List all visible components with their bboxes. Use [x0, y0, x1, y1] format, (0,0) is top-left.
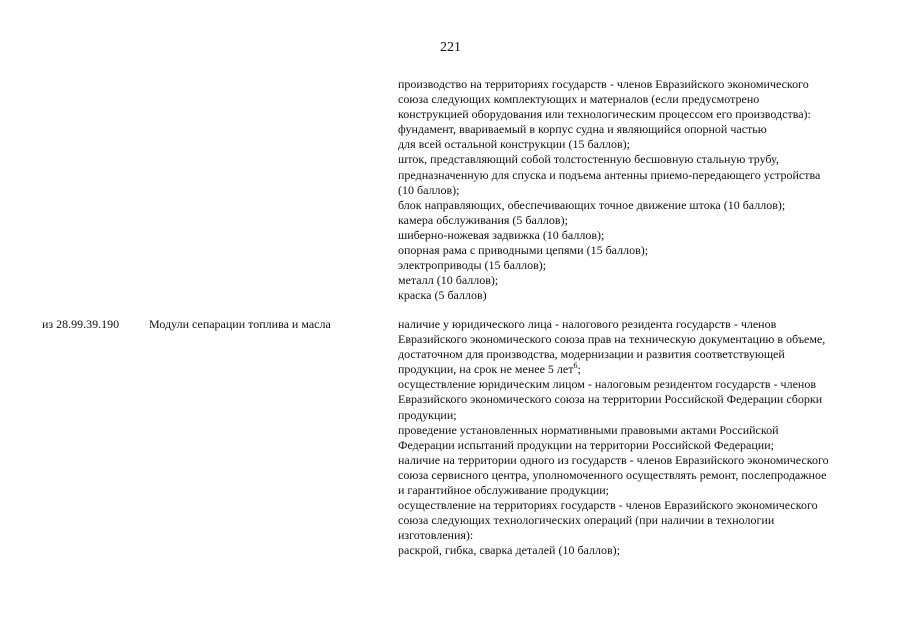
requirement-line: блок направляющих, обеспечивающих точное движение штока (10 баллов); — [398, 197, 786, 212]
line-end-punct: ; — [577, 362, 581, 377]
requirement-line: производство на территориях государств - членов Евразийского экономического — [398, 77, 809, 91]
okpd-code: из 28.99.39.190 — [42, 317, 120, 331]
requirement-line: раскрой, гибка, сварка деталей (10 баллов); — [398, 543, 620, 558]
requirement-line: продукции; — [398, 407, 457, 422]
requirements-block-current-row — [398, 317, 868, 559]
requirement-line: достаточном для производства, модернизации и развития соответствующей — [398, 347, 785, 362]
product-name: Модули сепарации топлива и масла — [149, 317, 331, 331]
requirements-block-previous-row — [398, 77, 868, 303]
requirement-line: изготовления): — [398, 528, 474, 543]
requirement-line: союза следующих комплектующих и материалов (если предусмотрено — [398, 92, 760, 107]
requirement-line: шток, представляющий собой толстостенную бесшовную стальную трубу, — [398, 152, 779, 167]
footnote-mark: 6 — [573, 361, 578, 371]
requirement-line: наличие у юридического лица - налогового резидента государств - членов — [398, 317, 777, 331]
requirement-line-text: продукции, на срок не менее 5 лет — [398, 362, 574, 377]
requirement-line: союза следующих технологических операций (при наличии в технологии — [398, 513, 775, 528]
requirement-line: Евразийского экономического союза прав на техническую документацию в объеме, — [398, 332, 826, 347]
requirement-line: Евразийского экономического союза на территории Российской Федерации сборки — [398, 392, 823, 407]
page-number: 221 — [440, 40, 461, 55]
requirement-line: наличие на территории одного из государств - членов Евразийского экономического — [398, 452, 829, 467]
requirement-line-with-footnote — [398, 362, 868, 377]
requirement-line: и гарантийное обслуживание продукции; — [398, 483, 609, 498]
requirement-line: (10 баллов); — [398, 182, 460, 197]
requirement-line: для всей остальной конструкции (15 баллов); — [398, 137, 630, 152]
requirement-line: проведение установленных нормативными правовыми актами Российской — [398, 422, 779, 437]
requirement-line: фундамент, вваривaемый в корпус судна и являющийся опорной частью — [398, 122, 767, 137]
requirement-line: краска (5 баллов) — [398, 288, 487, 303]
requirement-line: конструкцией оборудования или технологическим процессом его производства): — [398, 107, 811, 122]
requirement-line: предназначенную для спуска и подъема антенны приемо-передающего устройства — [398, 167, 821, 182]
requirement-line: электроприводы (15 баллов); — [398, 258, 547, 273]
requirement-line: опорная рама с приводными цепями (15 баллов); — [398, 243, 649, 258]
requirement-line: осуществление юридическим лицом - налоговым резидентом государств - членов — [398, 377, 816, 392]
requirement-line: осуществление на территориях государств - членов Евразийского экономического — [398, 498, 818, 513]
requirement-line: металл (10 баллов); — [398, 273, 499, 288]
requirement-line: Федерации испытаний продукции на территории Российской Федерации; — [398, 437, 774, 452]
requirement-line: союза сервисного центра, уполномоченного осуществлять ремонт, послепродажное — [398, 467, 827, 482]
requirement-line: шиберно-ножевая задвижка (10 баллов); — [398, 227, 605, 242]
requirement-line: камера обслуживания (5 баллов); — [398, 212, 568, 227]
